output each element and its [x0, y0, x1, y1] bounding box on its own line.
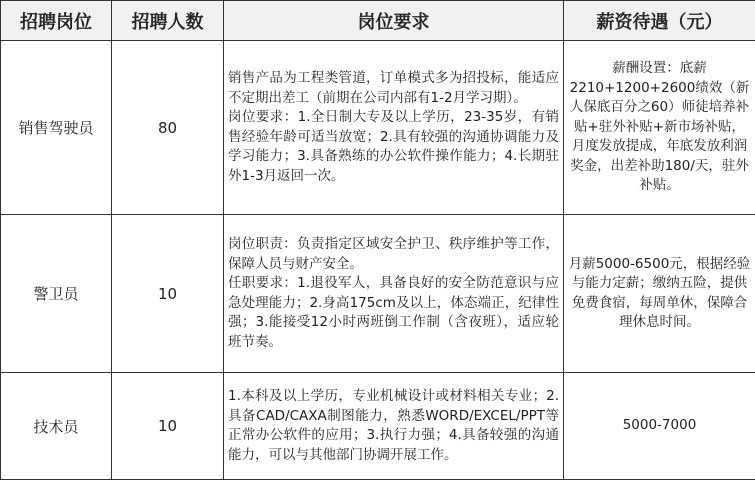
requirements-cell: [224, 373, 564, 480]
table-row: [1, 215, 755, 373]
table-row: [1, 373, 755, 480]
requirements-paragraph: 岗位要求：1.全日制大专及以上学历，23-35岁，有销售经验年龄可适当放宽；2.具有较强的沟通协调能力及学习能力；3.具备熟练的办公软件操作能力；4.长期驻外1-3月返回一次。: [228, 109, 559, 184]
requirements-paragraph: 1.本科及以上学历，专业机械设计或材料相关专业；2.具备CAD/CAXA制图能力，熟悉WORD/EXCEL/PPT等正常办公软件的应用；3.执行力强；4.具备较强的沟通能力，可以与其他部门协调开展工作。: [228, 388, 559, 463]
position-cell: 销售驾驶员: [1, 41, 112, 215]
requirements-paragraph: 任职要求：1.退役军人，具备良好的安全防范意识与应急处理能力；2.身高175cm及以上，体态端正，纪律性强；3.能接受12小时两班倒工作制（含夜班），适应轮班节奏。: [228, 275, 559, 350]
header-row: [1, 1, 755, 41]
position-cell: 技术员: [1, 373, 112, 480]
salary-cell: 月薪5000-6500元，根据经验与能力定薪；缴纳五险，提供免费食宿，每周单休，保障合理休息时间。: [564, 215, 755, 373]
count-cell: 10: [112, 215, 224, 373]
table-row: [1, 41, 755, 215]
requirements-paragraph: 岗位职责：负责指定区域安全护卫、秩序维护等工作，保障人员与财产安全。: [228, 236, 559, 272]
salary-cell: 薪酬设置：底薪2210+1200+2600绩效（新人保底百分之60）师徒培养补贴+驻外补贴+新市场补贴，月度发放提成，年底发放利润奖金，出差补助180/天，驻外补贴。: [564, 41, 755, 215]
requirements-paragraph: 销售产品为工程类管道，订单模式多为招投标，能适应不定期出差工（前期在公司内部有1-2月学习期）。: [228, 70, 559, 106]
requirements-cell: [224, 41, 564, 215]
header-count: 招聘人数: [112, 1, 224, 41]
table-header: [1, 1, 755, 41]
header-position: 招聘岗位: [1, 1, 112, 41]
table-body: [1, 41, 755, 480]
count-cell: 10: [112, 373, 224, 480]
salary-cell: 5000-7000: [564, 373, 755, 480]
count-cell: 80: [112, 41, 224, 215]
header-requirements: 岗位要求: [224, 1, 564, 41]
requirements-cell: [224, 215, 564, 373]
header-salary: 薪资待遇（元）: [564, 1, 755, 41]
position-cell: 警卫员: [1, 215, 112, 373]
